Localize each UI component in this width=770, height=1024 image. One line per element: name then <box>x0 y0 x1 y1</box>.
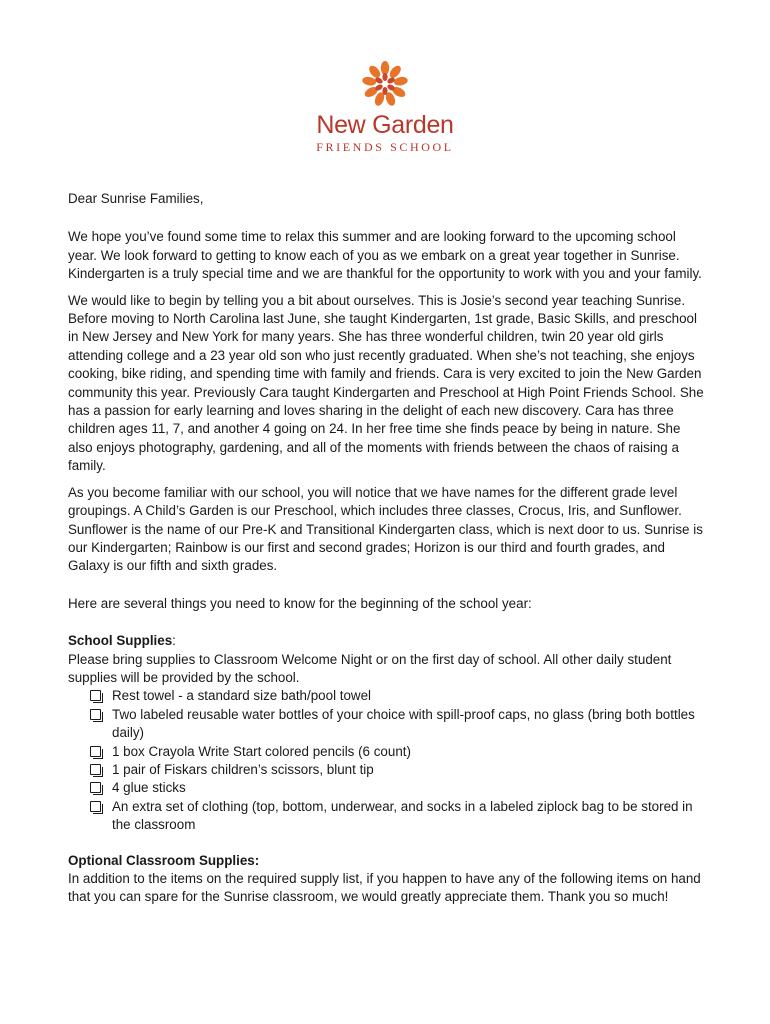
supplies-heading-line <box>68 632 708 650</box>
supplies-heading: School Supplies <box>68 633 173 649</box>
checkbox-icon <box>90 782 101 793</box>
checkbox-icon <box>90 764 101 775</box>
list-item: Two labeled reusable water bottles of your choice with spill-proof caps, no glass (bring both bottles daily) <box>90 706 708 743</box>
optional-intro: In addition to the items on the required supply list, if you happen to have any of the following items on hand that you can spare for the Sunrise classroom, we would greatly appreciate them. Thank you so much! <box>68 871 701 905</box>
letter-body <box>68 190 708 907</box>
flower-logo-icon <box>359 58 411 110</box>
paragraph-things-to-know: Here are several things you need to know for the beginning of the school year: <box>68 595 532 611</box>
school-logo <box>300 58 470 154</box>
supplies-heading-colon: : <box>172 633 176 649</box>
supplies-list <box>68 687 708 834</box>
list-item: 1 box Crayola Write Start colored pencils (6 count) <box>90 743 708 761</box>
supplies-intro: Please bring supplies to Classroom Welcome Night or on the first day of school. All other daily student supplies will be provided by the school. <box>68 651 672 685</box>
checkbox-icon <box>90 801 101 812</box>
list-item: 4 glue sticks <box>90 779 708 797</box>
paragraph-teachers: We would like to begin by telling you a bit about ourselves. This is Josie’s second year teaching Sunrise. Before moving to North Carolina last June, she taught Kindergarten, 1st grade, Basic Skills, and preschool in New Jersey and New York for many years. She has three wonderful children, twin 20 year old girls attending college and a 23 year old son who just recently graduated. When she’s not teaching, she enjoys cooking, bike riding, and spending time with family and friends. Cara is very excited to join the New Garden community this year. Previously Cara taught Kindergarten and Preschool at High Point Friends School. She has a passion for early learning and loves sharing in the delight of each new discovery. Cara has three children ages 11, 7, and another 4 going on 24. In her free time she finds peace by being in nature. She also enjoys photography, gardening, and all of the moments with friends between the chaos of raising a family. <box>68 292 704 474</box>
checkbox-icon <box>90 709 101 720</box>
greeting: Dear Sunrise Families, <box>68 191 204 206</box>
checkbox-icon <box>90 690 101 701</box>
paragraph-intro: We hope you’ve found some time to relax this summer and are looking forward to the upcoming school year. We look forward to getting to know each of you as we embark on a great year together in Sunrise. Kindergarten is a truly special time and we are thankful for the opportunity to work with you and your family. <box>68 229 702 282</box>
logo-name: New Garden <box>316 111 454 139</box>
checkbox-icon <box>90 746 101 757</box>
list-item: Rest towel - a standard size bath/pool towel <box>90 687 708 705</box>
list-item: 1 pair of Fiskars children’s scissors, blunt tip <box>90 761 708 779</box>
paragraph-grade-groups: As you become familiar with our school, you will notice that we have names for the different grade level groupings. A Child’s Garden is our Preschool, which includes three classes, Crocus, Iris, and Sunflower. Sunflower is the name of our Pre-K and Transitional Kindergarten class, which is next door to us. Sunrise is our Kindergarten; Rainbow is our first and second grades; Horizon is our third and fourth grades, and Galaxy is our fifth and sixth grades. <box>68 484 703 574</box>
logo-subtitle: FRIENDS SCHOOL <box>316 140 454 154</box>
list-item: An extra set of clothing (top, bottom, underwear, and socks in a labeled ziplock bag to be stored in the classroom <box>90 798 708 835</box>
optional-heading: Optional Classroom Supplies: <box>68 852 260 868</box>
